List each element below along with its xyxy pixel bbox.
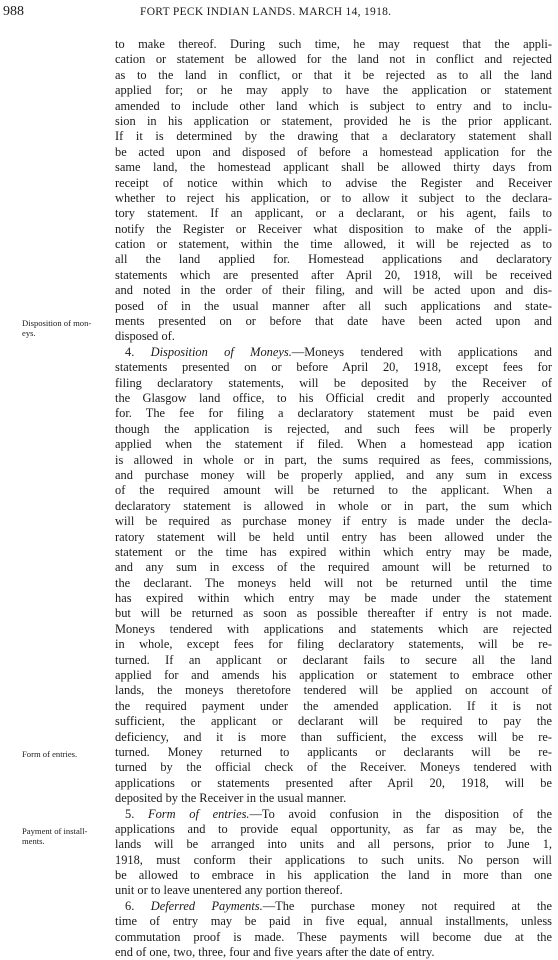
text-line: same land, the homestead applicant shall be allowed thirty days from bbox=[115, 160, 552, 175]
text-line: statements presented on or before April 20, 1918, except fees for bbox=[115, 360, 552, 375]
text-line: applications and to provide equal opportunity, as far as may be, the bbox=[115, 821, 552, 836]
paragraph bbox=[115, 807, 552, 899]
margin-note-form-of-entries bbox=[22, 749, 112, 759]
margin-note-line: ments. bbox=[22, 836, 45, 846]
margin-note-line: Disposition of mon- bbox=[22, 318, 92, 328]
line-text: —To avoid confusion in the disposition of the bbox=[249, 806, 552, 821]
text-line: is allowed in whole or in part, the sums required as fees, commissions, bbox=[115, 452, 552, 467]
page-header bbox=[0, 0, 558, 30]
text-line: deficiency, and it is more than sufficient, the excess will be re- bbox=[115, 729, 552, 744]
text-line: If it is determined by the drawing that a declaratory statement shall bbox=[115, 129, 552, 144]
text-line: applied when the statement if filed. When a homestead app ication bbox=[115, 437, 552, 452]
text-line: of the required amount will be returned to the applicant. When a bbox=[115, 483, 552, 498]
text-line: the required payment under the amended application. If it is not bbox=[115, 698, 552, 713]
text-line: all the land applied for. Homestead applications and declaratory bbox=[115, 252, 552, 267]
text-line: deposited by the Receiver in the usual manner. bbox=[115, 791, 347, 806]
text-line: and noted in the order of their filing, and will be acted upon and dis- bbox=[115, 283, 552, 298]
text-line: in whole, except fees for filing declaratory statements, will be re- bbox=[115, 637, 552, 652]
text-line: lands, the moneys theretofore tendered will be applied on account of bbox=[115, 683, 552, 698]
text-line: unit or to leave unentered any portion thereof. bbox=[115, 883, 343, 898]
text-line: declaratory statement is allowed in whole or in part, the sum which bbox=[115, 498, 552, 513]
section-heading: Form of entries. bbox=[148, 806, 250, 821]
text-line: filing declaratory statements, will be deposited by the Receiver of bbox=[115, 375, 552, 390]
text-line: will be required as purchase money if entry is made under the decla- bbox=[115, 514, 552, 529]
text-line: has expired within which entry may be made under the statement bbox=[115, 591, 552, 606]
text-line: turned. Money returned to applicants or declarants will be re- bbox=[115, 744, 552, 759]
paragraph bbox=[115, 345, 552, 807]
section-number: 5. bbox=[125, 806, 149, 821]
text-line: to make thereof. During such time, he may request that the appli- bbox=[115, 37, 552, 51]
text-line: as to the land in conflict, or that it be rejected as to all the land bbox=[115, 67, 552, 82]
text-line bbox=[115, 899, 552, 914]
text-line: sufficient, the applicant or declarant will be required to pay the bbox=[115, 714, 552, 729]
text-line: turned by the official check of the Receiver. Moneys tendered with bbox=[115, 760, 552, 775]
text-line: lands will be arranged into units and all persons, prior to June 1, bbox=[115, 837, 552, 852]
text-line: end of one, two, three, four and five years after the date of entry. bbox=[115, 945, 435, 960]
text-line: and any sum in excess of the required amount will be returned to bbox=[115, 560, 552, 575]
text-line: for. The fee for filing a declaratory statement must be paid even bbox=[115, 406, 552, 421]
text-line: receipt of notice within which to advise the Register and Receiver bbox=[115, 175, 552, 190]
line-text: —Moneys tendered with applications and bbox=[291, 344, 552, 359]
text-line: and purchase money will be properly applied, and any sum in excess bbox=[115, 467, 552, 482]
body-text bbox=[115, 37, 552, 960]
text-line: 1918, must conform their applications to such units. No person will bbox=[115, 852, 552, 867]
margin-note-line: Form of entries. bbox=[22, 749, 78, 759]
text-line bbox=[115, 807, 552, 822]
section-heading: Deferred Payments. bbox=[150, 898, 263, 913]
text-line: be acted upon and disposed of before a homestead application for the bbox=[115, 144, 552, 159]
page-number: 988 bbox=[3, 4, 24, 19]
running-head: FORT PECK INDIAN LANDS. MARCH 14, 1918. bbox=[140, 6, 392, 18]
text-line: though the application is rejected, and such fees will be properly bbox=[115, 421, 552, 436]
text-line: notify the Register or Receiver what disposition to make of the appli- bbox=[115, 221, 552, 236]
paragraph bbox=[115, 37, 552, 345]
line-text: —The purchase money not required at the bbox=[262, 898, 552, 913]
text-line: be allowed to embrace in his application the land in more than one bbox=[115, 868, 552, 883]
text-line: applied for and amends his application or statement to embrace other bbox=[115, 668, 552, 683]
margin-note-line: Payment of install- bbox=[22, 826, 88, 836]
text-line: ratory statement will be held until entry has been allowed under the bbox=[115, 529, 552, 544]
text-line: tory statement. If an applicant, or a declarant, or his agent, fails to bbox=[115, 206, 552, 221]
paragraph bbox=[115, 899, 552, 960]
text-line: turned. If an applicant or declarant fails to secure all the land bbox=[115, 652, 552, 667]
text-line: time of entry may be paid in five equal, annual installments, unless bbox=[115, 914, 552, 929]
text-line: statements which are presented after April 20, 1918, will be received bbox=[115, 267, 552, 282]
text-line: applications or statements presented after April 20, 1918, will be bbox=[115, 775, 552, 790]
text-line: cation or statement be allowed for the land not in conflict and rejected bbox=[115, 52, 552, 67]
text-line: ments presented on or before that date have been acted upon and bbox=[115, 314, 552, 329]
section-number: 6. bbox=[125, 898, 151, 913]
text-line: but will be returned as soon as possible thereafter if entry is not made. bbox=[115, 606, 552, 621]
text-line: Moneys tendered with applications and statements which are rejected bbox=[115, 621, 552, 636]
text-line: the declarant. The moneys held will not be returned until the time bbox=[115, 575, 552, 590]
text-line: applied for; or he may apply to have the application or statement bbox=[115, 83, 552, 98]
text-line: the Glasgow land office, to his Official credit and properly accounted bbox=[115, 390, 552, 405]
margin-note-line: eys. bbox=[22, 328, 36, 338]
text-line: whether to reject his application, or to allow it subject to the declara- bbox=[115, 190, 552, 205]
section-number: 4. bbox=[125, 344, 151, 359]
margin-note-payment-of-installments bbox=[22, 826, 112, 846]
text-line: sion in his application or statement, provided he is the prior applicant. bbox=[115, 113, 552, 128]
text-line: amended to include other land which is subject to entry and to inclu- bbox=[115, 98, 552, 113]
section-heading: Disposition of Moneys. bbox=[150, 344, 292, 359]
text-line: disposed of. bbox=[115, 329, 175, 344]
margin-note-disposition-of-moneys bbox=[22, 318, 112, 338]
text-line: cation or statement, within the time allowed, it will be rejected as to bbox=[115, 237, 552, 252]
text-line: statement or the time has expired within which entry may be made, bbox=[115, 544, 552, 559]
text-line bbox=[115, 345, 552, 360]
text-line: commutation proof is made. These payments will become due at the bbox=[115, 929, 552, 944]
text-line: posed of in the usual manner after all such applications and state- bbox=[115, 298, 552, 313]
